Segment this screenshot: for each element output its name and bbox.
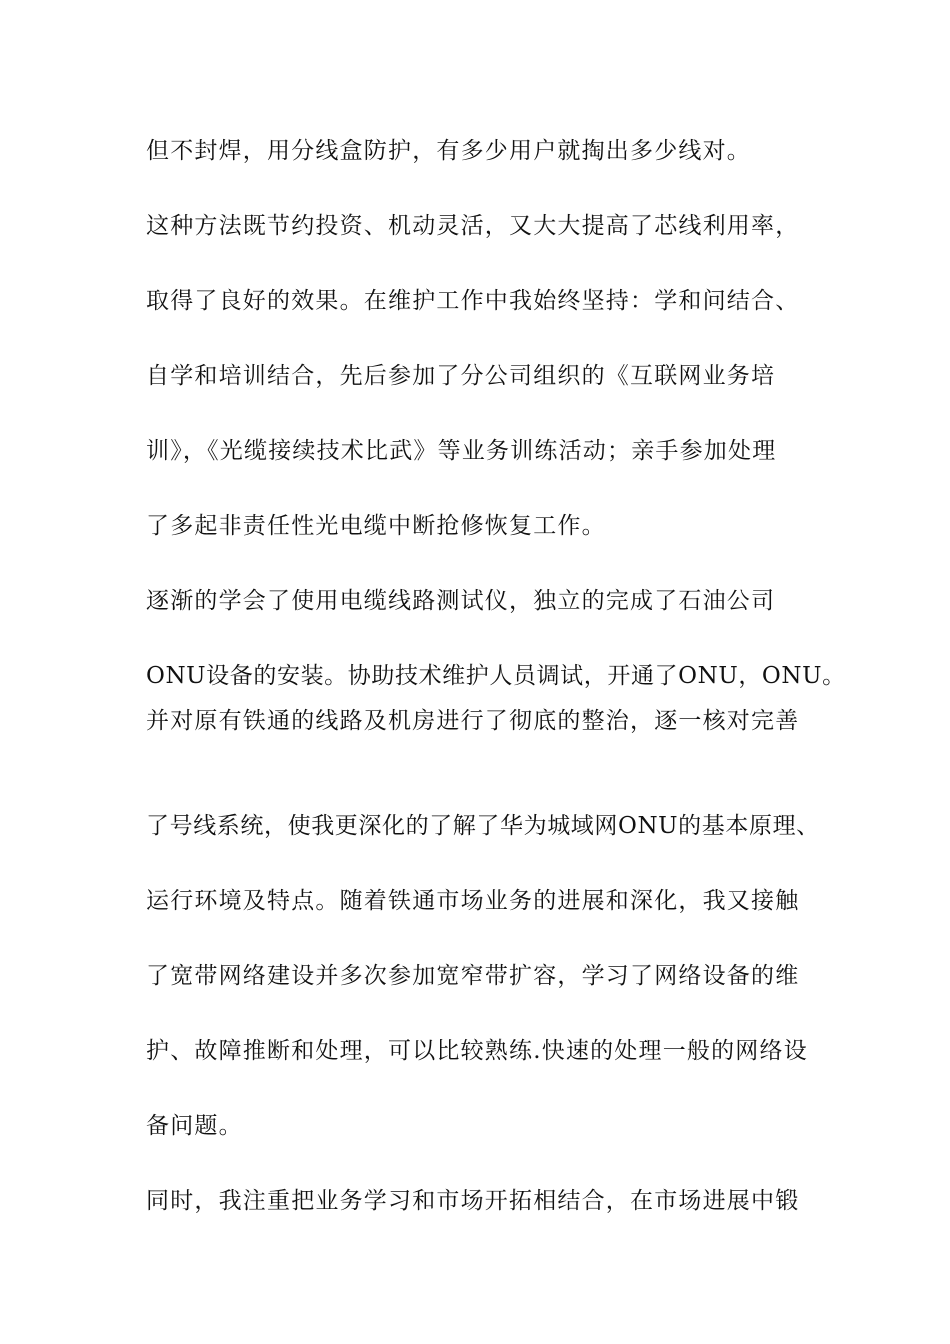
text-line: 同时，我注重把业务学习和市场开拓相结合，在市场进展中锻 [146, 1188, 800, 1214]
text-line: 备问题。 [146, 1113, 243, 1139]
text-line: 护、故障推断和处理，可以比较熟练.快速的处理一般的网络设 [146, 1038, 808, 1064]
text-line: 了宽带网络建设并多次参加宽窄带扩容，学习了网络设备的维 [146, 963, 800, 989]
text-line: 运行环境及特点。随着铁通市场业务的进展和深化，我又接触 [146, 888, 800, 914]
text-line: 了多起非责任性光电缆中断抢修恢复工作。 [146, 513, 606, 539]
text-line: 了号线系统，使我更深化的了解了华为城域网ONU的基本原理、 [146, 813, 820, 839]
text-line: 训》，《光缆接续技术比武》等业务训练活动；亲手参加处理 [146, 438, 777, 464]
text-line: 并对原有铁通的线路及机房进行了彻底的整治，逐一核对完善 [146, 708, 800, 734]
text-line: 这种方法既节约投资、机动灵活，又大大提高了芯线利用率， [146, 213, 800, 239]
text-line: 但不封焊，用分线盒防护，有多少用户就掏出多少线对。 [146, 138, 751, 164]
text-line: 逐渐的学会了使用电缆线路测试仪，独立的完成了石油公司 [146, 588, 776, 614]
text-line: 自学和培训结合，先后参加了分公司组织的《互联网业务培 [146, 363, 776, 389]
text-line: 取得了良好的效果。在维护工作中我始终坚持：学和问结合、 [146, 288, 800, 314]
text-line: ONU设备的安装。协助技术维护人员调试，开通了ONU，ONU。 [146, 663, 846, 689]
